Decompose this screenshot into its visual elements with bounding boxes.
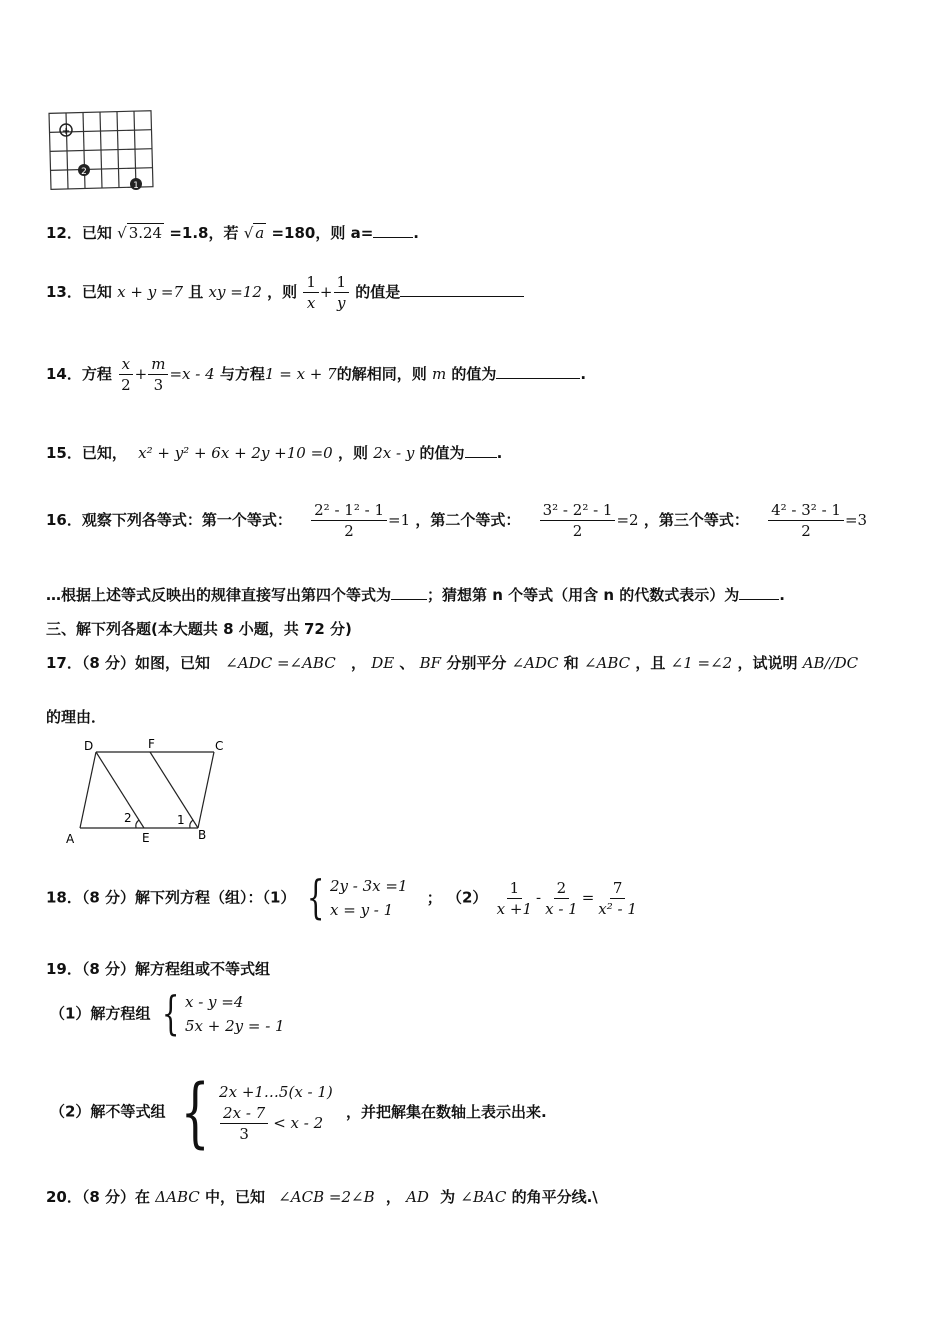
angle-2-label: 2 <box>124 811 132 825</box>
answer-blank-16a <box>391 585 427 600</box>
label-B: B <box>198 828 207 842</box>
figure-17 <box>62 736 232 848</box>
segment-DA <box>80 752 96 828</box>
question-18: 18．（8 分）解下列方程（组）：（1） { 2y - 3x =1 x = y - 1 ； （2） $\frac{1}{x +1}$ - $\frac{2}{x - 1}$ = $\frac{7}{\text{x² - 1}}$ <box>46 874 641 922</box>
label-A: A <box>66 832 75 846</box>
segment-CB <box>198 752 214 828</box>
grid-figure <box>46 106 158 194</box>
svg-text:2: 2 <box>81 167 87 177</box>
grid-marker-top <box>60 124 72 137</box>
inequality-system-19-2: { 2x +1…5(x - 1) $\frac{2x - 7}{3}$ < x - 2 <box>180 1067 333 1156</box>
fraction-18-a: $\frac{1}{x +1}$ <box>496 878 533 918</box>
question-14: 14．方程 $\frac{x}{2}$ + $\frac{m}{3}$ =x - 4 与方程1 = x + 7的解相同，则 m 的值为 . <box>46 355 587 394</box>
fraction-18-b: $\frac{2}{x - 1}$ <box>545 878 578 918</box>
fraction-eq-2: $\frac{\text{3² - 2² - 1}}{2}$ <box>540 500 616 541</box>
svg-text:+: + <box>61 126 71 137</box>
grid-marker-mid <box>78 164 90 177</box>
label-D: D <box>84 739 94 753</box>
system-18-1: { 2y - 3x =1 x = y - 1 <box>306 870 408 924</box>
svg-text:1: 1 <box>133 181 139 191</box>
answer-blank-16b <box>739 585 779 600</box>
fraction-eq-1: $\frac{\text{2² - 1² - 1}}{2}$ <box>311 500 387 541</box>
question-16: 16．观察下列各等式：第一个等式： $\frac{\text{2² - 1² - 1}}{2}$ =1 ，第二个等式： $\frac{\text{3² - 2² - 1}}{2}$ =2 ，第三个等式： $\frac{\text{4² - 3² - 1}}{2}$ =3 <box>46 501 868 540</box>
sqrt-3-24: √ 3.24 <box>117 224 163 242</box>
question-15: 15．已知， x² + y² + 6x + 2y +10 =0 ，则 2x - y 的值为 . <box>46 444 503 462</box>
question-19-part-2: （2）解不等式组 { 2x +1…5(x - 1) $\frac{2x - 7}{3}$ < x - 2 ，并把解集在数轴上表示出来. <box>50 1067 547 1156</box>
fraction-1-over-y: $\frac{1}{y}$ <box>334 272 350 313</box>
fraction-m-over-3: $\frac{m}{3}$ <box>148 354 168 395</box>
question-16-continued: …根据上述等式反映出的规律直接写出第四个等式为 ；猜想第 n 个等式（用含 n 的代数式表示）为 . <box>46 586 785 604</box>
grid-marker-right <box>130 178 142 191</box>
question-19: 19．（8 分）解方程组或不等式组 <box>46 960 271 978</box>
label-C: C <box>215 739 224 753</box>
segment-FB <box>150 752 198 828</box>
answer-blank-12 <box>373 223 413 238</box>
system-19-1: { x - y =4 5x + 2y = - 1 <box>161 986 285 1040</box>
fraction-18-c: $\frac{7}{\text{x² - 1}}$ <box>598 878 637 918</box>
question-12: 12．已知 √ 3.24 =1.8，若 √ a =180，则 a= . <box>46 224 419 242</box>
question-19-part-1: （1）解方程组 { x - y =4 5x + 2y = - 1 <box>50 986 285 1040</box>
answer-blank-14 <box>496 364 580 379</box>
fraction-x-over-2: $\frac{x}{2}$ <box>118 354 134 395</box>
label-E: E <box>142 831 150 845</box>
label-F: F <box>148 737 155 751</box>
question-20: 20．（8 分）在 ΔABC 中，已知 ∠ACB =2∠B ， AD 为 ∠BAC 的角平分线.\ <box>46 1188 598 1206</box>
segment-DE <box>96 752 144 828</box>
sqrt-a: √ a <box>243 224 265 242</box>
question-17-tail: 的理由． <box>46 708 107 726</box>
fraction-1-over-x: $\frac{1}{x}$ <box>303 272 319 313</box>
fraction-eq-3: $\frac{\text{4² - 3² - 1}}{2}$ <box>768 500 844 541</box>
section-heading: 三、解下列各题(本大题共 8 小题，共 72 分) <box>46 620 352 638</box>
angle-1-label: 1 <box>177 813 185 827</box>
question-13: 13．已知 x + y =7 且 xy =12 ，则 $\frac{1}{x}$ + $\frac{1}{y}$ 的值是 <box>46 272 524 313</box>
question-17: 17．（8 分）如图，已知 ∠ADC =∠ABC ， DE 、 BF 分别平分 ∠ADC 和 ∠ABC ，且 ∠1 =∠2 ，试说明 AB//DC <box>46 654 859 672</box>
answer-blank-13 <box>400 282 524 297</box>
answer-blank-15 <box>465 443 497 458</box>
